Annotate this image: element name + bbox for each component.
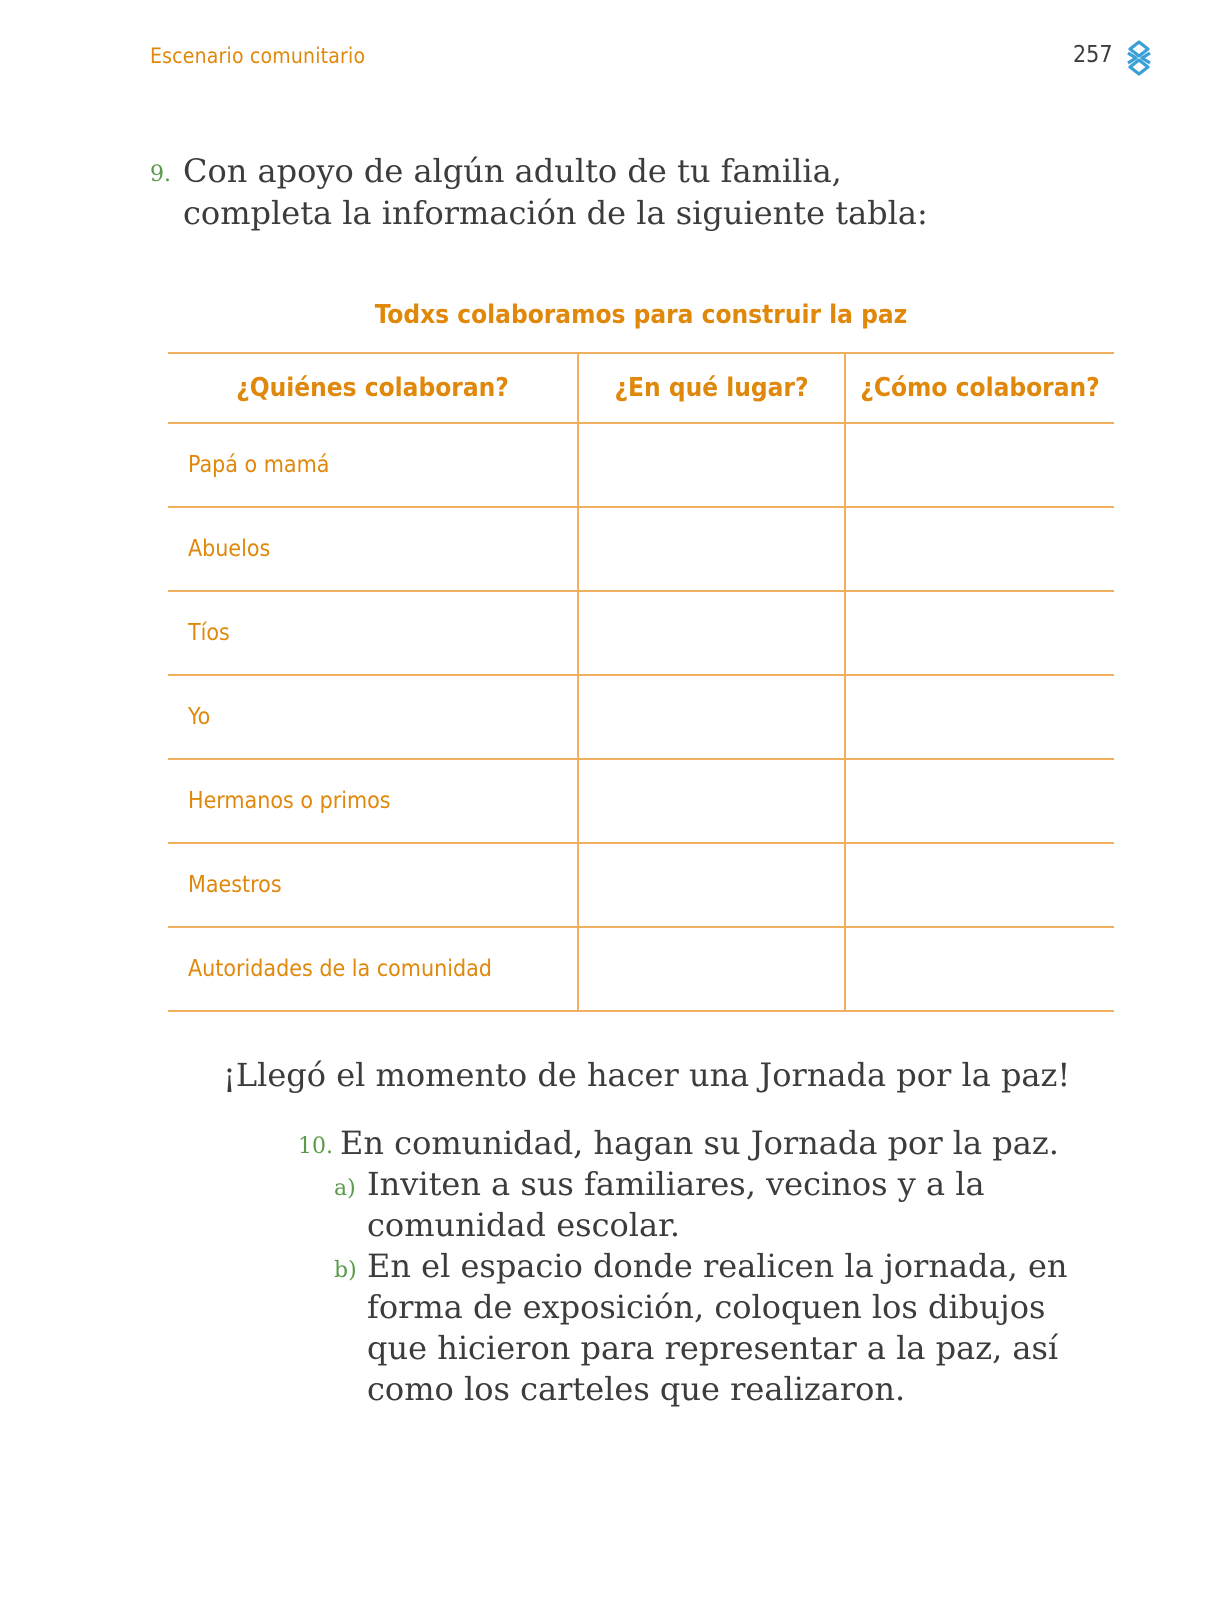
activity-number: 10. <box>298 1134 333 1159</box>
answer-cell-como[interactable] <box>845 675 1114 759</box>
row-label: Tíos <box>168 591 578 675</box>
answer-cell-como[interactable] <box>845 927 1114 1011</box>
activity-number: 9. <box>150 162 171 187</box>
table-row <box>168 423 1114 507</box>
answer-cell-como[interactable] <box>845 843 1114 927</box>
answer-cell-como[interactable] <box>845 591 1114 675</box>
sub-item-line: En el espacio donde realicen la jornada, en <box>367 1247 1068 1285</box>
table-header-row <box>168 353 1114 423</box>
header-como: ¿Cómo colaboran? <box>845 353 1114 423</box>
star-knot-logo-icon <box>1124 40 1154 76</box>
row-label: Maestros <box>168 843 578 927</box>
collaboration-table <box>168 352 1114 1012</box>
answer-cell-lugar[interactable] <box>578 675 845 759</box>
answer-cell-lugar[interactable] <box>578 507 845 591</box>
answer-cell-lugar[interactable] <box>578 423 845 507</box>
table-row <box>168 927 1114 1011</box>
answer-cell-lugar[interactable] <box>578 759 845 843</box>
sub-item-line: comunidad escolar. <box>367 1206 681 1244</box>
table-row <box>168 759 1114 843</box>
answer-cell-como[interactable] <box>845 759 1114 843</box>
sub-item-line: forma de exposición, coloquen los dibujos <box>367 1288 1046 1326</box>
header-quienes: ¿Quiénes colaboran? <box>168 353 578 423</box>
row-label: Papá o mamá <box>168 423 578 507</box>
row-label: Yo <box>168 675 578 759</box>
answer-cell-lugar[interactable] <box>578 927 845 1011</box>
sub-item-line: como los carteles que realizaron. <box>367 1370 906 1408</box>
table-row <box>168 843 1114 927</box>
sub-item-letter: a) <box>334 1176 356 1201</box>
header-lugar: ¿En qué lugar? <box>578 353 845 423</box>
activity-instruction <box>183 150 1043 234</box>
section-title: Escenario comunitario <box>150 44 366 68</box>
instruction-line: Con apoyo de algún adulto de tu familia, <box>183 152 842 190</box>
table-title: Todxs colaboramos para construir la paz <box>374 300 908 330</box>
row-label: Autoridades de la comunidad <box>168 927 578 1011</box>
row-label: Hermanos o primos <box>168 759 578 843</box>
sub-item-line: que hicieron para representar a la paz, así <box>367 1329 1059 1367</box>
answer-cell-lugar[interactable] <box>578 843 845 927</box>
answer-cell-como[interactable] <box>845 507 1114 591</box>
momento-heading: ¡Llegó el momento de hacer una Jornada por la paz! <box>223 1056 1071 1094</box>
sub-item-line: Inviten a sus familiares, vecinos y a la <box>367 1165 985 1203</box>
activity-instruction: En comunidad, hagan su Jornada por la paz. <box>340 1124 1059 1162</box>
page-number: 257 <box>1073 42 1113 68</box>
sub-item-letter: b) <box>334 1258 357 1283</box>
instruction-line: completa la información de la siguiente tabla: <box>183 194 928 232</box>
table-row <box>168 675 1114 759</box>
table-row <box>168 591 1114 675</box>
row-label: Abuelos <box>168 507 578 591</box>
answer-cell-como[interactable] <box>845 423 1114 507</box>
answer-cell-lugar[interactable] <box>578 591 845 675</box>
table-row <box>168 507 1114 591</box>
